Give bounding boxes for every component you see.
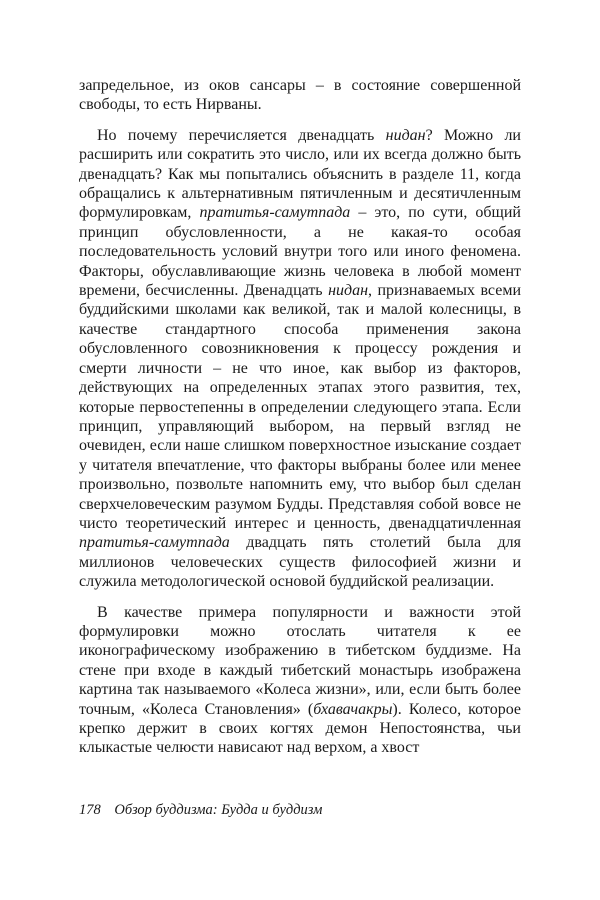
running-title: Обзор буддизма: Будда и буддизм	[114, 802, 323, 818]
paragraph-2	[79, 126, 521, 592]
text-run: двадцать пять столетий была для миллионов человеческих существ философией жизни и служила методологической основой буддийской реализации.	[79, 534, 521, 591]
paragraph-1	[79, 76, 521, 115]
italic-term: бхавачакры	[313, 700, 393, 718]
text-run: запредельное, из оков сансары – в состояние совершенной свободы, то есть Нирваны.	[79, 77, 521, 114]
italic-term: пратитья-самутпада	[199, 204, 351, 222]
text-run: , признаваемых всеми буддийскими школами как великой, так и малой колесницы, в качестве стандартного способа применения закона обусловленного совозникновения к процессу рождения и смерти личности – не что иное, как выбор из факторов, действующих на определенных этапах этого развития, тех, которые первостепенны в определении следующего этапа. Если принцип, управляющий выбором, на первый взгляд не очевиден, если наше слишком поверхностное изыскание создает у читателя впечатление, что факторы выбраны более или менее произвольно, позвольте напомнить ему, что выбор был сделан сверхчеловеческим разумом Будды. Представляя собой вовсе не чисто теоретический интерес и ценность, двенадцатичленная	[79, 282, 522, 532]
page-footer	[79, 802, 322, 819]
text-run: ? Можно ли расширить или сократить это число, или их всегда должно быть двенадцать? Как мы попытались объяснить в разделе 11, когда обращались к альтернативным пятичленным и десятичленным формулировкам,	[79, 126, 521, 222]
italic-term: пратитья-самутпада	[79, 534, 230, 552]
page-number: 178	[79, 802, 101, 818]
text-run: ). Колесо, которое крепко держит в своих когтях демон Непостоянства, чьи клыкастые челюсти нависают над верхом, а хвост	[79, 700, 522, 757]
text-run: В качестве примера популярности и важности этой формулировки можно отослать читателя к ее иконографическому изображению в тибетском буддизме. На стене при входе в каждый тибетский монастырь изображена картина так называемого «Колеса жизни», или, если быть более точным, «Колеса Становления» (	[79, 603, 521, 718]
text-run: Но почему перечисляется двенадцать	[97, 126, 386, 144]
page-body	[79, 76, 521, 758]
text-run: – это, по сути, общий принцип обусловленности, а не какая-то особая последовательность условий внутри того или иного феномена. Факторы, обуславливающие жизнь человека в любой момент времени, бесчисленны. Двенадцать	[79, 204, 521, 300]
italic-term: нидан	[328, 282, 369, 300]
italic-term: нидан	[385, 126, 426, 144]
paragraph-3	[79, 603, 521, 758]
